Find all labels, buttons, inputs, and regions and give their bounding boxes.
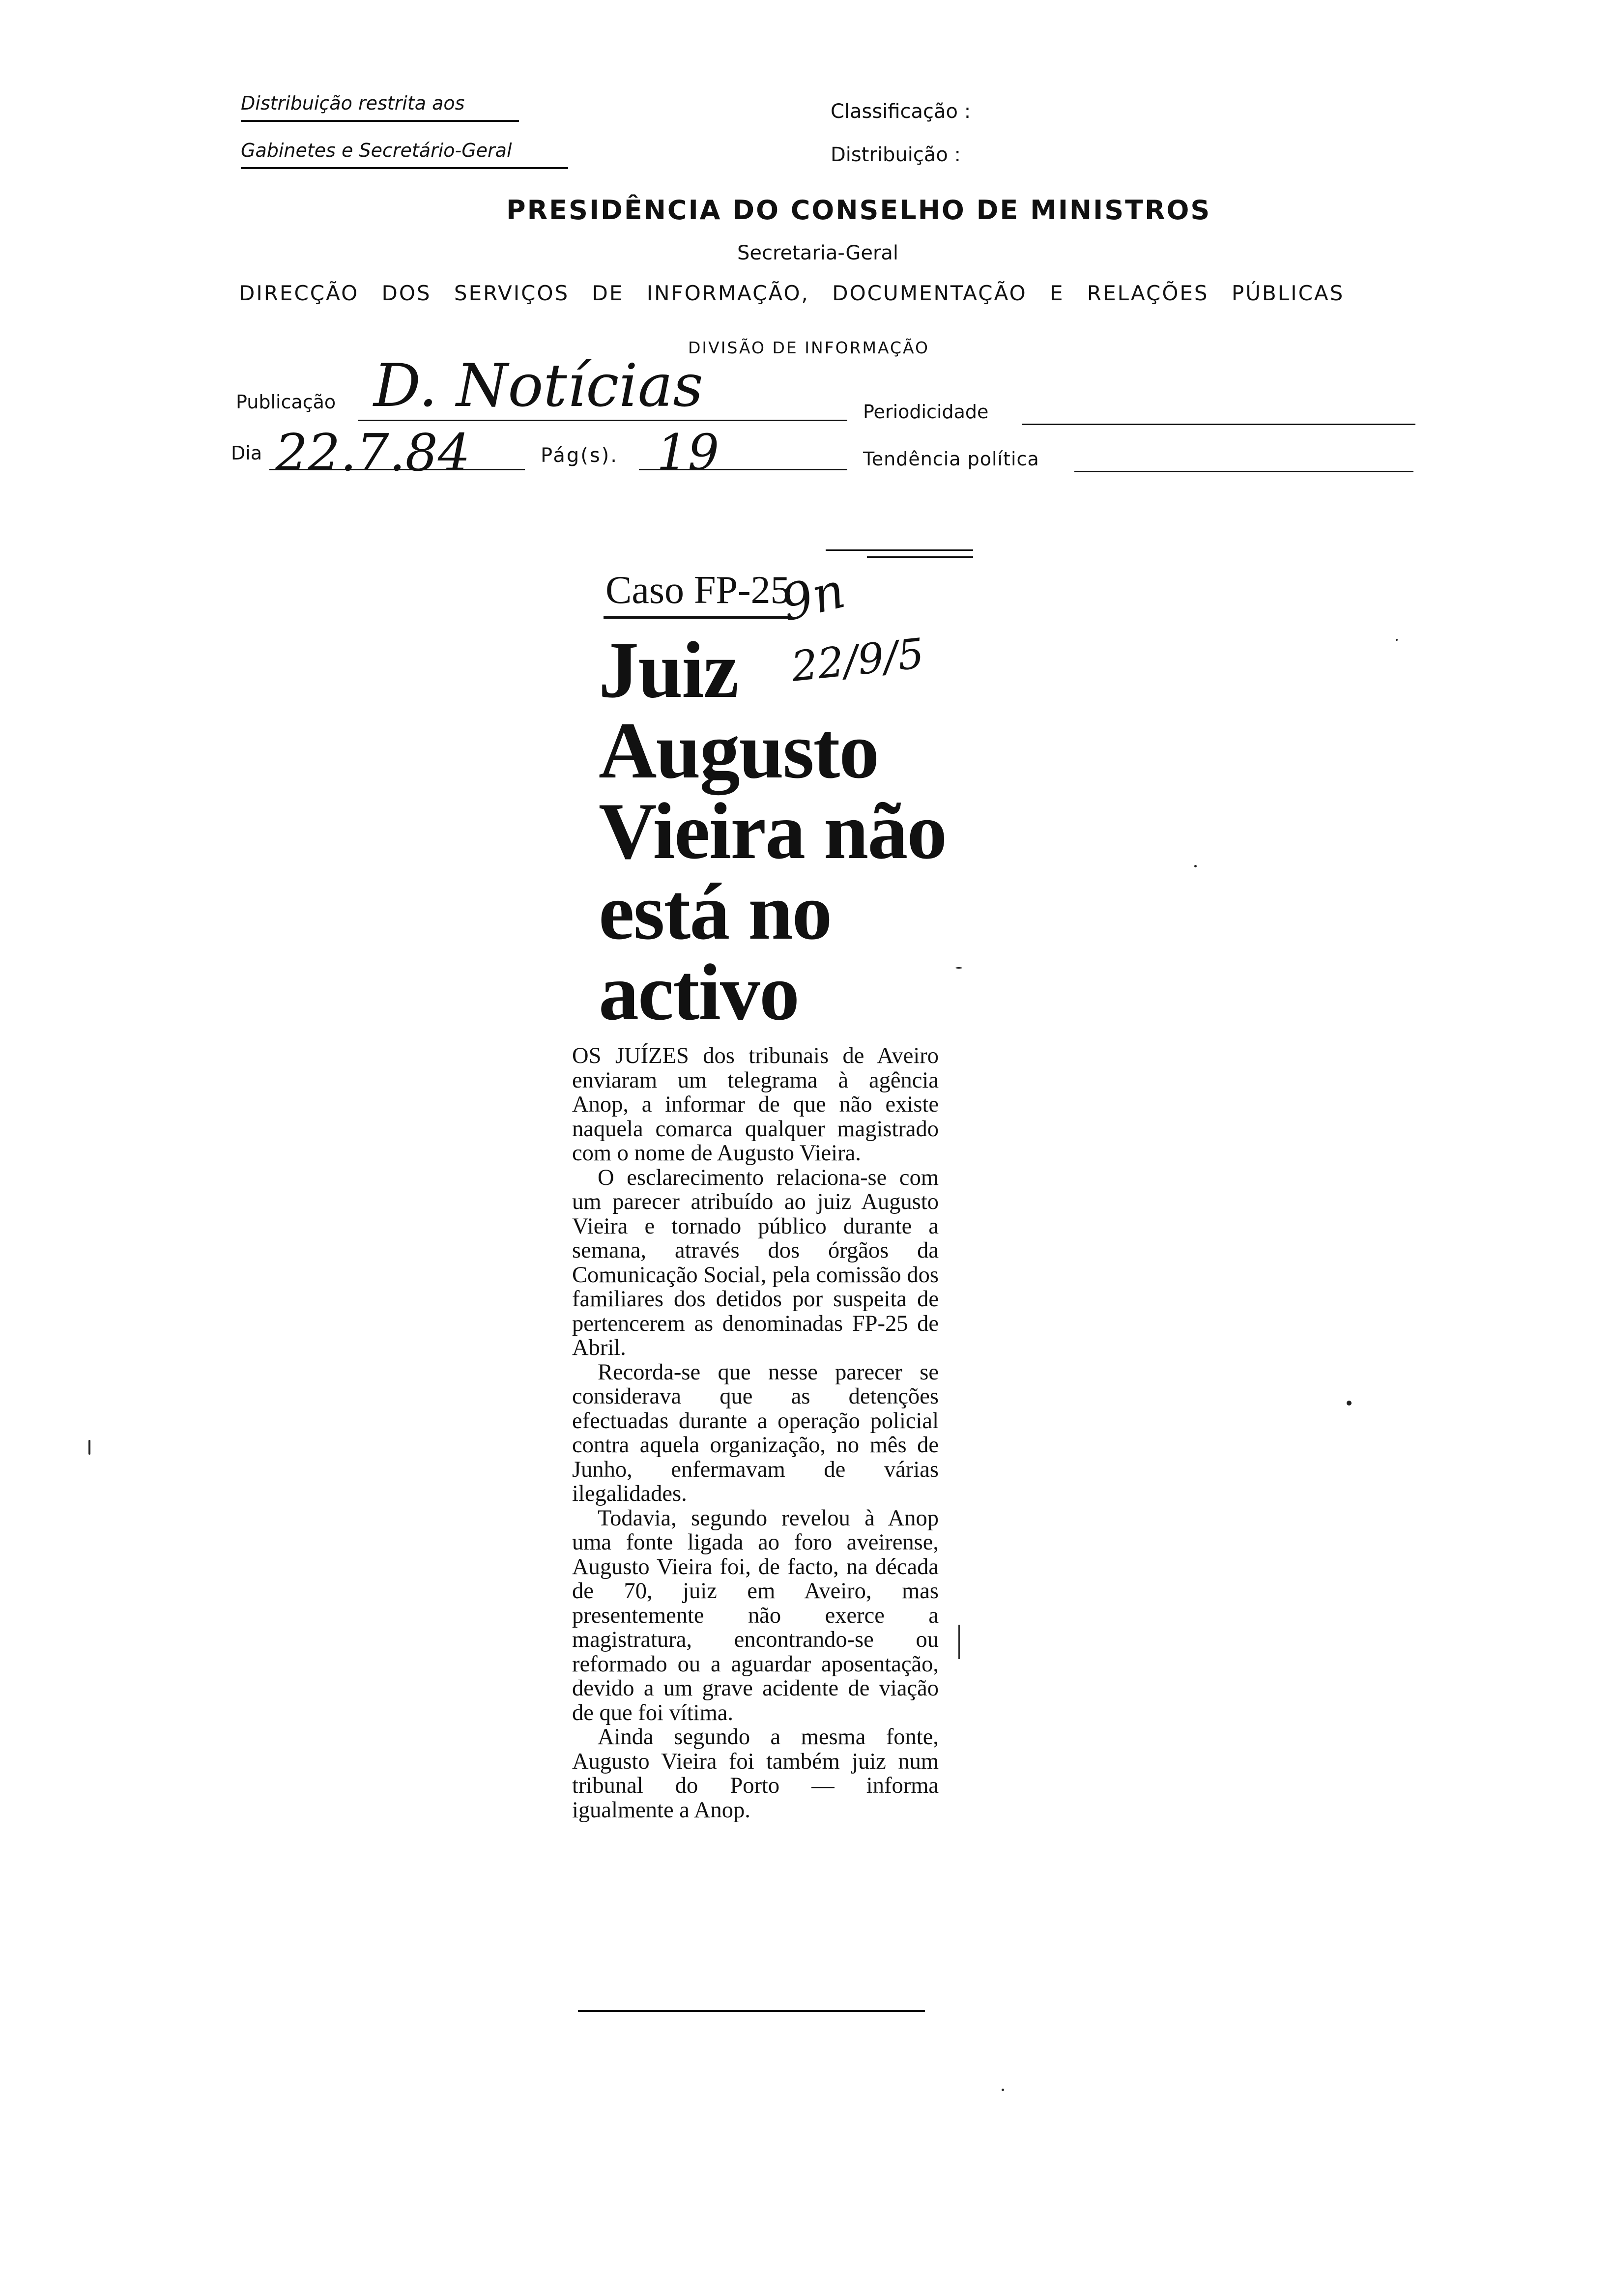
scan-speck <box>1396 639 1398 641</box>
pages-handwritten-value: 19 <box>657 424 720 481</box>
division-line: DIVISÃO DE INFORMAÇÃO <box>688 338 930 357</box>
periodicity-label: Periodicidade <box>863 401 989 423</box>
periodicity-field-line <box>1022 424 1415 425</box>
distribution-note-line-1: Distribuição restrita aos <box>241 92 465 114</box>
handwritten-annotation: 9n <box>775 561 851 632</box>
article-paragraph: OS JUÍZES dos tribunais de Aveiro enviaram um telegrama à agência Anop, a informar de que não existe naquela comarca qualquer magistrado com o nome de Augusto Vieira. <box>572 1043 939 1166</box>
publication-handwritten-value: D. Notícias <box>374 352 703 420</box>
scan-speck <box>955 967 962 969</box>
political-tendency-field-line <box>1074 471 1413 472</box>
article-headline: Juiz Augusto Vieira não está no activo <box>599 626 947 1037</box>
scan-speck <box>1347 1401 1352 1406</box>
handwritten-annotation: 22/9/5 <box>789 629 926 691</box>
article-paragraph: O esclarecimento relaciona-se com um parecer atribuído ao juiz Augusto Vieira e tornado público durante a semana, através dos órgãos da Comunicação Social, pela comissão dos familiares dos detidos por suspeita de pertencerem as denominadas FP-25 de Abril. <box>572 1165 939 1360</box>
distribution-label: Distribuição : <box>831 144 961 166</box>
day-handwritten-value: 22.7.84 <box>275 423 470 483</box>
article-paragraph: Todavia, segundo revelou à Anop uma fonte ligada ao foro aveirense, Augusto Vieira foi, de facto, na década de 70, juiz em Aveiro, mas presentemente não exerce a magistratura, encontrando-se ou reformado ou a aguardar aposentação, devido a um grave acidente de viação de que foi vítima. <box>572 1505 939 1725</box>
distribution-note-line-2: Gabinetes e Secretário-Geral <box>241 140 512 161</box>
scan-speck <box>1002 2089 1004 2091</box>
classification-label: Classificação : <box>831 100 971 123</box>
article-kicker: Caso FP-25 <box>605 569 790 612</box>
article-body <box>572 1044 939 1822</box>
clipping-top-rule <box>867 556 973 558</box>
article-paragraph: Recorda-se que nesse parecer se considerava que as detenções efectuadas durante a operação policial contra aquela organização, no mês de Junho, enfermavam de várias ilegalidades. <box>572 1359 939 1506</box>
political-tendency-label: Tendência política <box>863 448 1039 470</box>
organization-title: PRESIDÊNCIA DO CONSELHO DE MINISTROS <box>506 195 1211 226</box>
day-label: Dia <box>231 442 262 464</box>
scan-mark <box>958 1625 960 1659</box>
article-paragraph: Ainda segundo a mesma fonte, Augusto Vieira foi também juiz num tribunal do Porto — informa igualmente a Anop. <box>572 1724 939 1823</box>
pages-label: Pág(s). <box>541 444 618 467</box>
scan-speck <box>88 1440 90 1455</box>
secretariat-subtitle: Secretaria-Geral <box>737 242 899 264</box>
kicker-underline <box>604 616 790 619</box>
directorate-line: DIRECÇÃO DOS SERVIÇOS DE INFORMAÇÃO, DOCUMENTAÇÃO E RELAÇÕES PÚBLICAS <box>239 281 1345 305</box>
divider <box>241 120 519 122</box>
divider <box>241 167 568 169</box>
publication-label: Publicação <box>236 391 336 413</box>
clipping-bottom-rule <box>578 2010 925 2012</box>
scan-speck <box>1194 865 1197 867</box>
clipping-top-rule <box>826 549 973 551</box>
